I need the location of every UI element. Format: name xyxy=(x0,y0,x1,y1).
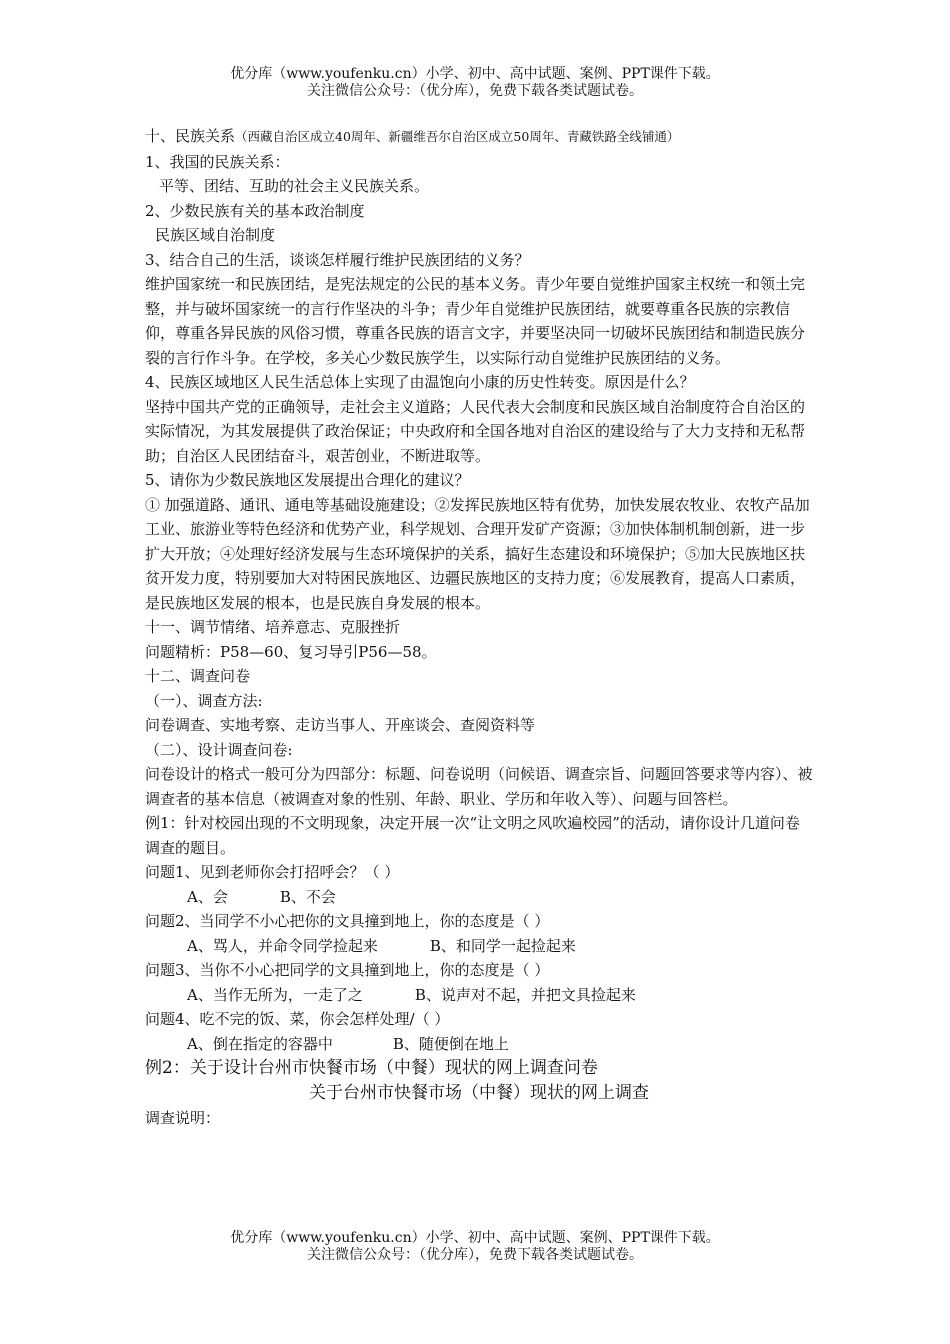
survey-question-1: 问题1、见到老师你会打招呼会？（ ） xyxy=(145,863,400,881)
q5-title: 5、请你为少数民族地区发展提出合理化的建议？ xyxy=(145,471,470,489)
example-1: 例1：针对校园出现的不文明现象，决定开展一次“让文明之风吹遍校园”的活动，请你设计几道问卷调查的题目。 xyxy=(145,814,800,857)
q4-title: 4、民族区域地区人民生活总体上实现了由温饱向小康的历史性转变。原因是什么？ xyxy=(145,373,695,391)
survey-options-2 xyxy=(145,934,813,959)
footer-line-2: 关注微信公众号：（优分库），免费下载各类试题试卷。 xyxy=(307,1247,643,1263)
footer-line-1: 优分库（www.youfenku.cn）小学、初中、高中试题、案例、PPT课件下载。 xyxy=(230,1230,720,1246)
section-11-title: 十一、调节情绪、培养意志、克服挫折 xyxy=(145,618,401,636)
option-a: A、倒在指定的容器中 xyxy=(187,1034,333,1053)
header-line-1: 优分库（www.youfenku.cn）小学、初中、高中试题、案例、PPT课件下载。 xyxy=(230,66,720,82)
section-10-subtitle: （西藏自治区成立40周年、新疆维吾尔自治区成立50周年、青藏铁路全线铺通） xyxy=(235,129,680,144)
section-10-heading xyxy=(145,124,813,150)
method-2-title: （二）、设计调查问卷: xyxy=(145,740,293,759)
example-2: 例2：关于设计台州市快餐市场（中餐）现状的网上调查问卷 xyxy=(145,1058,598,1078)
survey-title: 关于台州市快餐市场（中餐）现状的网上调查 xyxy=(309,1083,649,1103)
survey-question-4: 问题4、吃不完的饭、菜，你会怎样处理/（ ） xyxy=(145,1010,450,1028)
option-a: A、当作无所为，一走了之 xyxy=(187,985,363,1004)
option-b: B、和同学一起捡起来 xyxy=(429,936,576,955)
section-10-title: 十、民族关系 xyxy=(145,127,236,145)
document-body xyxy=(145,124,813,1131)
survey-note: 调查说明： xyxy=(145,1109,221,1127)
q5-answer: ① 加强道路、通讯、通电等基础设施建设；②发挥民族地区特有优势，加快发展农牧业、农牧产品加工业、旅游业等特色经济和优势产业，科学规划、合理开发矿产资源；③加快体制机制创新，进一步扩大开放；④处理好经济发展与生态环境保护的关系，搞好生态建设和环境保护；⑤加大民族地区扶贫开发力度，特别要加大对特困民族地区、边疆民族地区的支持力度；⑥发展教育，提高人口素质，是民族地区发展的根本，也是民族自身发展的根本。 xyxy=(145,495,810,612)
method-1-answer: 问卷调查、实地考察、走访当事人、开座谈会、查阅资料等 xyxy=(145,716,536,734)
q2-title: 2、少数民族有关的基本政治制度 xyxy=(145,201,365,220)
q1-title: 1、我国的民族关系： xyxy=(145,152,290,171)
page-footer xyxy=(0,1230,950,1264)
page-header xyxy=(0,66,950,100)
survey-options-4 xyxy=(145,1032,813,1057)
option-b: B、随便倒在地上 xyxy=(392,1034,509,1053)
option-b: B、不会 xyxy=(279,887,336,906)
option-a: A、会 xyxy=(187,887,228,906)
section-11-note: 问题精析：P58—60、复习导引P56—58。 xyxy=(145,642,437,661)
header-line-2: 关注微信公众号：（优分库），免费下载各类试题试卷。 xyxy=(307,83,643,99)
survey-question-2: 问题2、当同学不小心把你的文具撞到地上，你的态度是（ ） xyxy=(145,912,550,930)
method-1-title: （一）、调查方法: xyxy=(145,691,263,710)
section-12-title: 十二、调查问卷 xyxy=(145,667,251,685)
survey-question-3: 问题3、当你不小心把同学的文具撞到地上，你的态度是（ ） xyxy=(145,961,550,979)
survey-options-3 xyxy=(145,983,813,1008)
option-b: B、说声对不起，并把文具捡起来 xyxy=(414,985,636,1004)
q2-answer: 民族区域自治制度 xyxy=(155,226,276,244)
q3-answer: 维护国家统一和民族团结，是宪法规定的公民的基本义务。青少年要自觉维护国家主权统一和领土完整，并与破坏国家统一的言行作坚决的斗争；青少年自觉维护民族团结，就要尊重各民族的宗教信仰，尊重各异民族的风俗习惯，尊重各民族的语言文字，并要坚决同一切破坏民族团结和制造民族分裂的言行作斗争。在学校，多关心少数民族学生，以实际行动自觉维护民族团结的义务。 xyxy=(145,275,806,367)
q4-answer: 坚持中国共产党的正确领导，走社会主义道路；人民代表大会制度和民族区域自治制度符合自治区的实际情况，为其发展提供了政治保证；中央政府和全国各地对自治区的建设给与了大力支持和无私帮助；自治区人民团结奋斗，艰苦创业，不断进取等。 xyxy=(145,397,806,465)
survey-options-1 xyxy=(145,885,813,910)
method-2-answer: 问卷设计的格式一般可分为四部分：标题、问卷说明（问候语、调查宗旨、问题回答要求等内容）、被调查者的基本信息（被调查对象的性别、年龄、职业、学历和年收入等）、问题与回答栏。 xyxy=(145,765,813,808)
q3-title: 3、结合自己的生活，谈谈怎样履行维护民族团结的义务？ xyxy=(145,250,530,269)
option-a: A、骂人，并命令同学捡起来 xyxy=(187,936,378,955)
q1-answer: 平等、团结、互助的社会主义民族关系。 xyxy=(159,177,430,195)
